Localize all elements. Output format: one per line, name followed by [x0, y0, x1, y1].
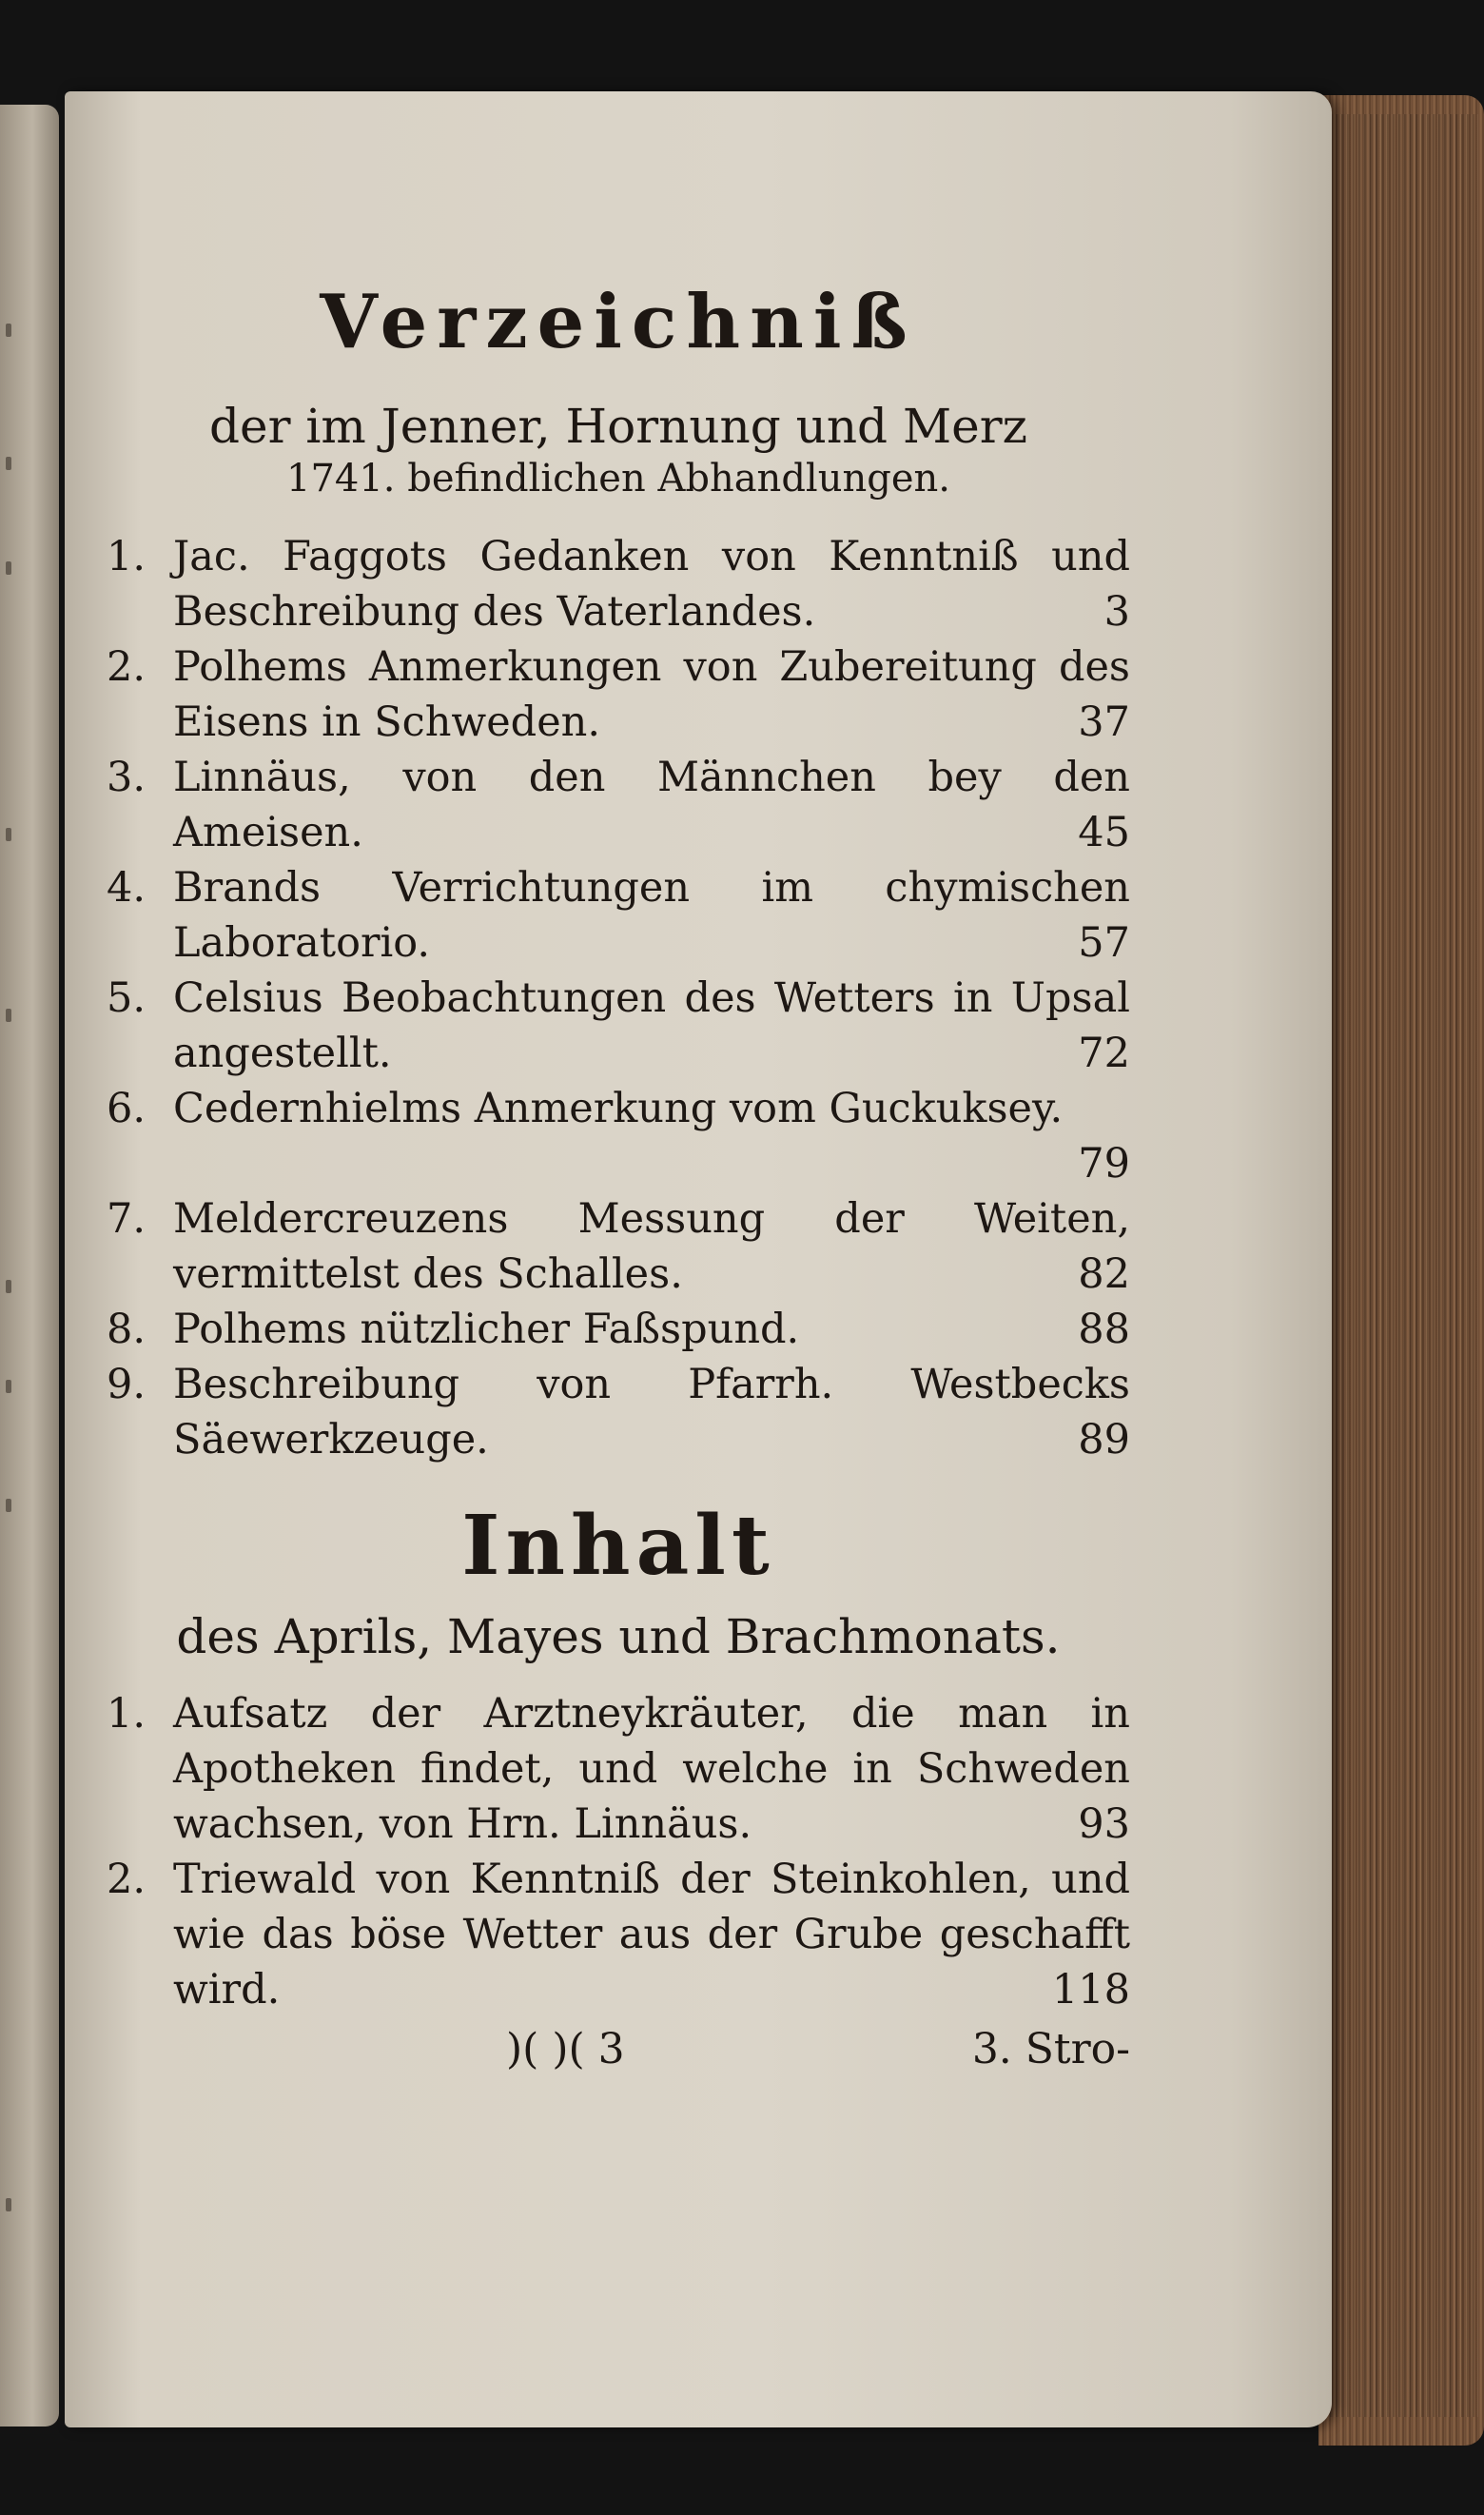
entry-number: 2.: [107, 1855, 146, 1903]
margin-mark: [6, 324, 11, 337]
margin-mark: [6, 1009, 11, 1022]
section1-title: Verzeichniß: [320, 279, 917, 365]
entry-page: 3: [1103, 587, 1130, 636]
entry-text: Polhems Anmerkungen von Zubereitung des Eisens in Schweden.: [173, 642, 1130, 746]
margin-mark: [6, 1380, 11, 1393]
toc-entry: [107, 1852, 1130, 2017]
section2-title: Inhalt: [461, 1497, 775, 1594]
book-page-edges: [1318, 95, 1484, 2446]
entry-body: [173, 1686, 1130, 1852]
entry-page: 57: [1078, 918, 1130, 967]
margin-mark: [6, 1280, 11, 1293]
section1-list: [107, 529, 1130, 1467]
entry-page: 37: [1078, 698, 1130, 746]
page-edge-texture: [1330, 114, 1478, 2417]
toc-entry: [107, 1191, 1130, 1302]
entry-text: Jac. Faggots Gedanken von Kenntniß und Beschreibung des Vaterlandes.: [173, 532, 1130, 636]
left-page-edge: [0, 105, 59, 2427]
entry-page: 89: [1078, 1415, 1130, 1464]
toc-entry: [107, 1302, 1130, 1357]
margin-mark: [6, 828, 11, 841]
section2-list: [107, 1686, 1130, 2017]
entry-number: 6.: [107, 1084, 146, 1132]
entry-body: [173, 1852, 1130, 2017]
entry-text: Triewald von Kenntniß der Steinkohlen, und wie das böse Wetter aus der Grube geschafft wird.: [173, 1855, 1130, 2014]
entry-number: 1.: [107, 1689, 146, 1738]
entry-page: 82: [1078, 1249, 1130, 1298]
entry-body: [173, 1081, 1130, 1191]
entry-body: [173, 1302, 1130, 1357]
entry-number: 3.: [107, 753, 146, 801]
margin-mark: [6, 457, 11, 470]
toc-entry: [107, 971, 1130, 1081]
margin-mark: [6, 1499, 11, 1512]
entry-page: 72: [1078, 1029, 1130, 1077]
toc-entry: [107, 1081, 1130, 1191]
entry-number: 2.: [107, 642, 146, 691]
toc-entry: [107, 1357, 1130, 1467]
entry-number: 1.: [107, 532, 146, 580]
entry-body: [173, 639, 1130, 750]
entry-text: Aufsatz der Arztneykräuter, die man in Apotheken findet, und welche in Schweden wachsen, von Hrn. Linnäus.: [173, 1689, 1130, 1848]
entry-text: Celsius Beobachtungen des Wetters in Upsal angestellt.: [173, 973, 1130, 1077]
page-content: [107, 279, 1130, 2082]
entry-page: 93: [1078, 1799, 1130, 1848]
entry-body: [173, 860, 1130, 971]
entry-number: 7.: [107, 1194, 146, 1243]
entry-page: 88: [1078, 1305, 1130, 1353]
entry-body: [173, 1357, 1130, 1467]
entry-text: Meldercreuzens Messung der Weiten, vermittelst des Schalles.: [173, 1194, 1130, 1298]
entry-page: 79: [1078, 1139, 1130, 1188]
entry-text: Beschreibung von Pfarrh. Westbecks Säewerkzeuge.: [173, 1360, 1130, 1464]
section2-subtitle: des Aprils, Mayes und Brachmonats.: [176, 1609, 1061, 1665]
page-footer: [107, 2025, 1130, 2082]
entry-number: 8.: [107, 1305, 146, 1353]
entry-number: 9.: [107, 1360, 146, 1408]
catchword: 3. Stro-: [971, 2024, 1130, 2073]
margin-mark: [6, 2198, 11, 2211]
toc-entry: [107, 1686, 1130, 1852]
toc-entry: [107, 639, 1130, 750]
entry-number: 5.: [107, 973, 146, 1022]
entry-text: Linnäus, von den Männchen bey den Ameisen.: [173, 753, 1130, 856]
entry-body: [173, 529, 1130, 639]
toc-entry: [107, 750, 1130, 860]
entry-page: 45: [1078, 808, 1130, 856]
entry-text: Polhems nützlicher Faßspund.: [173, 1305, 800, 1353]
toc-entry: [107, 860, 1130, 971]
entry-text: Cedernhielms Anmerkung vom Guckuksey.: [173, 1084, 1064, 1132]
signature-mark: )( )( 3: [506, 2024, 625, 2073]
entry-body: [173, 1191, 1130, 1302]
entry-body: [173, 750, 1130, 860]
entry-number: 4.: [107, 863, 146, 912]
section1-subtitle-year: 1741. befindlichen Abhandlungen.: [286, 456, 950, 501]
toc-entry: [107, 529, 1130, 639]
entry-body: [173, 971, 1130, 1081]
entry-text: Brands Verrichtungen im chymischen Laboratorio.: [173, 863, 1130, 967]
section1-subtitle: der im Jenner, Hornung und Merz: [209, 399, 1027, 454]
entry-page: 118: [1051, 1965, 1130, 2014]
margin-mark: [6, 561, 11, 575]
